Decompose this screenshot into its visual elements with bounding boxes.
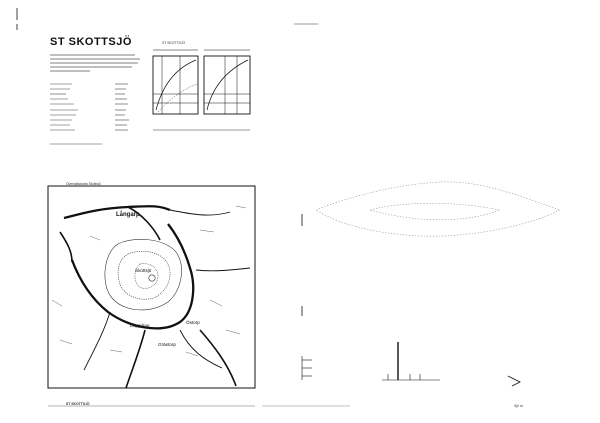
figure-caption: Översiktskarta Skottsjö	[66, 182, 101, 186]
place-label-grastorp: Grästorp	[158, 342, 176, 347]
secondary-road	[60, 207, 236, 388]
place-label-laggdrap: Läggdrap	[130, 323, 150, 328]
chart-panel-1	[153, 50, 198, 114]
stats-table	[50, 84, 129, 144]
bathymetry-sketch	[316, 182, 560, 236]
place-label-langarp: Långarp	[116, 212, 140, 218]
legend-block	[302, 342, 520, 386]
chart-header: ST SKOTTSJÖ	[162, 41, 186, 45]
place-label-skottsjo: Skottsjö	[135, 268, 152, 273]
page-title: ST SKOTTSJÖ	[50, 36, 132, 48]
place-label-ostorp: Östorp	[186, 320, 200, 325]
main-road	[64, 206, 193, 328]
info-paragraph	[50, 55, 140, 71]
lake-contours	[105, 239, 182, 310]
corner-note: Sjö nr	[514, 404, 523, 408]
chart-panel-2	[204, 50, 250, 114]
page-footer: ST SKOTTSJÖ	[66, 402, 90, 406]
